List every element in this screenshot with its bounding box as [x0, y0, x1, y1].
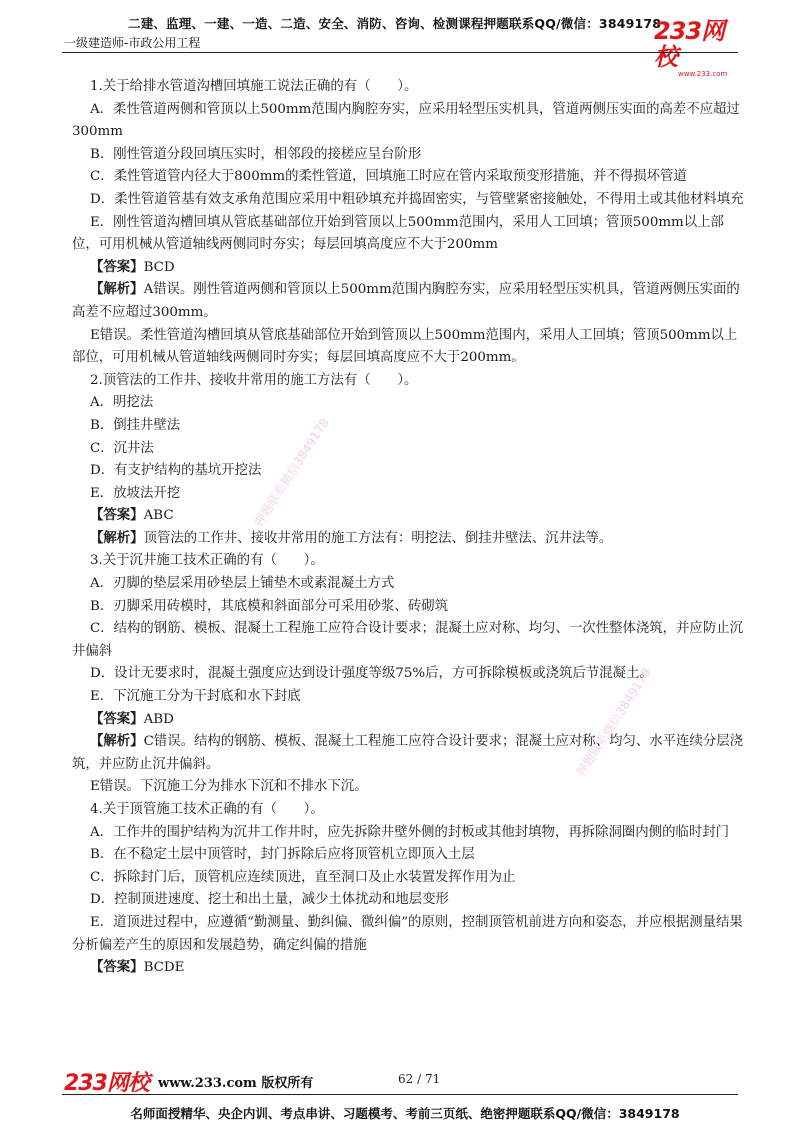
logo-mark: 233网校 — [654, 17, 725, 71]
footer-copyright: www.233.com 版权所有 — [158, 1076, 314, 1091]
option-text: A．明挖法 — [90, 395, 154, 411]
answer-line — [72, 709, 744, 732]
option-text: C．结构的钢筋、模板、混凝土工程施工应符合设计要求；混凝土应对称、均匀、一次性整体浇筑，并应防止沉井偏斜 — [72, 621, 743, 659]
option-text: B．在不稳定土层中顶管时，封门拆除后应将顶管机立即顶入土层 — [90, 847, 475, 863]
analysis-text: 顶管法的工作井、接收井常用的施工方法有：明挖法、倒挂井壁法、沉井法等。 — [143, 530, 613, 546]
header-divider — [62, 52, 738, 53]
option-text: D．设计无要求时，混凝土强度应达到设计强度等级75%后，方可拆除模板或浇筑后节混凝土。 — [90, 666, 653, 682]
logo-url: www.233.com — [678, 70, 728, 78]
brand-logo — [654, 17, 746, 78]
answer-value: ABD — [143, 711, 174, 727]
option-text: B．倒挂井壁法 — [90, 417, 181, 433]
option-text: E．下沉施工分为干封底和水下封底 — [90, 689, 301, 705]
option-text: D．柔性管道管基有效支承角范围应采用中粗砂填充并捣固密实，与管壁紧密接触处，不得用土或其他材料填充 — [90, 191, 744, 207]
answer-label: 【答案】 — [90, 711, 144, 727]
question-stem: 2.顶管法的工作井、接收井常用的施工方法有（ ）。 — [90, 372, 418, 388]
analysis-label: 【解析】 — [90, 282, 144, 298]
footer-ad: 名师面授精华、央企内训、考点串讲、习题模考、考前三页纸、绝密押题联系QQ/微信：3849178 — [130, 1106, 680, 1121]
analysis-line — [72, 731, 744, 776]
option-text: C．柔性管道管内径大于800mm的柔性管道，回填施工时应在管内采取预变形措施，并不得损坏管道 — [90, 169, 687, 185]
analysis-text: A错误。刚性管道两侧和管顶以上500mm范围内胸腔夯实，应采用轻型压实机具，管道两侧压实面的高差不应超过300mm。 — [72, 282, 740, 320]
answer-label: 【答案】 — [90, 960, 144, 976]
answer-value: BCD — [143, 259, 175, 275]
option-text: D．有支护结构的基坑开挖法 — [90, 463, 262, 479]
analysis-label: 【解析】 — [90, 530, 144, 546]
page-number: 62 / 71 — [398, 1072, 441, 1086]
analysis-text: E错误。下沉施工分为排水下沉和不排水下沉。 — [90, 779, 368, 795]
footer-logo: 233网校 — [64, 1071, 149, 1096]
page-content — [72, 76, 744, 980]
answer-label: 【答案】 — [90, 259, 144, 275]
option-text: E．放坡法开挖 — [90, 485, 181, 501]
question-stem: 3.关于沉井施工技术正确的有（ ）。 — [90, 553, 324, 569]
document-subtitle: 一级建造师-市政公用工程 — [64, 36, 201, 50]
analysis-line — [72, 528, 744, 551]
option-text: A．工作井的围护结构为沉井工作井时，应先拆除井壁外侧的封板或其他封填物，再拆除洞圈内侧的临时封门 — [90, 824, 730, 840]
analysis-text: C错误。结构的钢筋、模板、混凝土工程施工应符合设计要求；混凝土应对称、均匀、水平连续分层浇筑，并应防止沉井偏斜。 — [72, 734, 743, 772]
analysis-label: 【解析】 — [90, 734, 144, 750]
option-text: E．道顶进过程中，应遵循“勤测量、勤纠偏、微纠偏”的原则，控制顶管机前进方向和姿态，并应根据测量结果分析偏差产生的原因和发展趋势，确定纠偏的措施 — [72, 914, 743, 953]
option-text: B．刃脚采用砖模时，其底模和斜面部分可采用砂浆、砖砌筑 — [90, 598, 448, 614]
answer-line — [72, 257, 744, 280]
answer-line — [72, 957, 744, 980]
option-text: C．拆除封门后，顶管机应连续顶进，直至洞口及止水装置发挥作用为止 — [90, 869, 516, 885]
answer-value: ABC — [143, 508, 174, 524]
answer-label: 【答案】 — [90, 508, 144, 524]
watermark-text: 押题联系微信3849178 — [573, 665, 654, 779]
question-stem: 1.关于给排水管道沟槽回填施工说法正确的有（ ）。 — [90, 79, 418, 94]
header-banner: 二建、监理、一建、一造、二造、安全、消防、咨询、检测课程押题联系QQ/微信：3849178 — [128, 16, 662, 31]
option-text: E．刚性管道沟槽回填从管底基础部位开始到管顶以上500mm范围内，采用人工回填；管顶500mm以上部位，可用机械从管道轴线两侧同时夯实；每层回填高度应不大于200mm — [72, 214, 724, 253]
option-text: A．刃脚的垫层采用砂垫层上铺垫木或素混凝土方式 — [90, 576, 395, 592]
answer-value: BCDE — [143, 960, 185, 976]
option-text: C．沉井法 — [90, 440, 154, 456]
answer-line — [72, 505, 744, 528]
analysis-text: E错误。柔性管道沟槽回填从管底基础部位开始到管顶以上500mm范围内，采用人工回填；管顶500mm以上部位，可用机械从管道轴线两侧同时夯实；每层回填高度应不大于200mm。 — [72, 327, 738, 366]
footer-divider — [62, 1094, 738, 1095]
option-text: B．刚性管道分段回填压实时，相邻段的接槎应呈台阶形 — [90, 146, 422, 162]
question-stem: 4.关于顶管施工技术正确的有（ ）。 — [90, 802, 324, 817]
option-text: A．柔性管道两侧和管顶以上500mm范围内胸腔夯实，应采用轻型压实机具，管道两侧压实面的高差不应超过300mm — [72, 101, 740, 140]
analysis-line — [72, 279, 744, 324]
watermark-text: 押题联系微信3849178 — [251, 415, 332, 529]
option-text: D．控制顶进速度、挖土和出土量，减少土体扰动和地层变形 — [90, 892, 449, 908]
